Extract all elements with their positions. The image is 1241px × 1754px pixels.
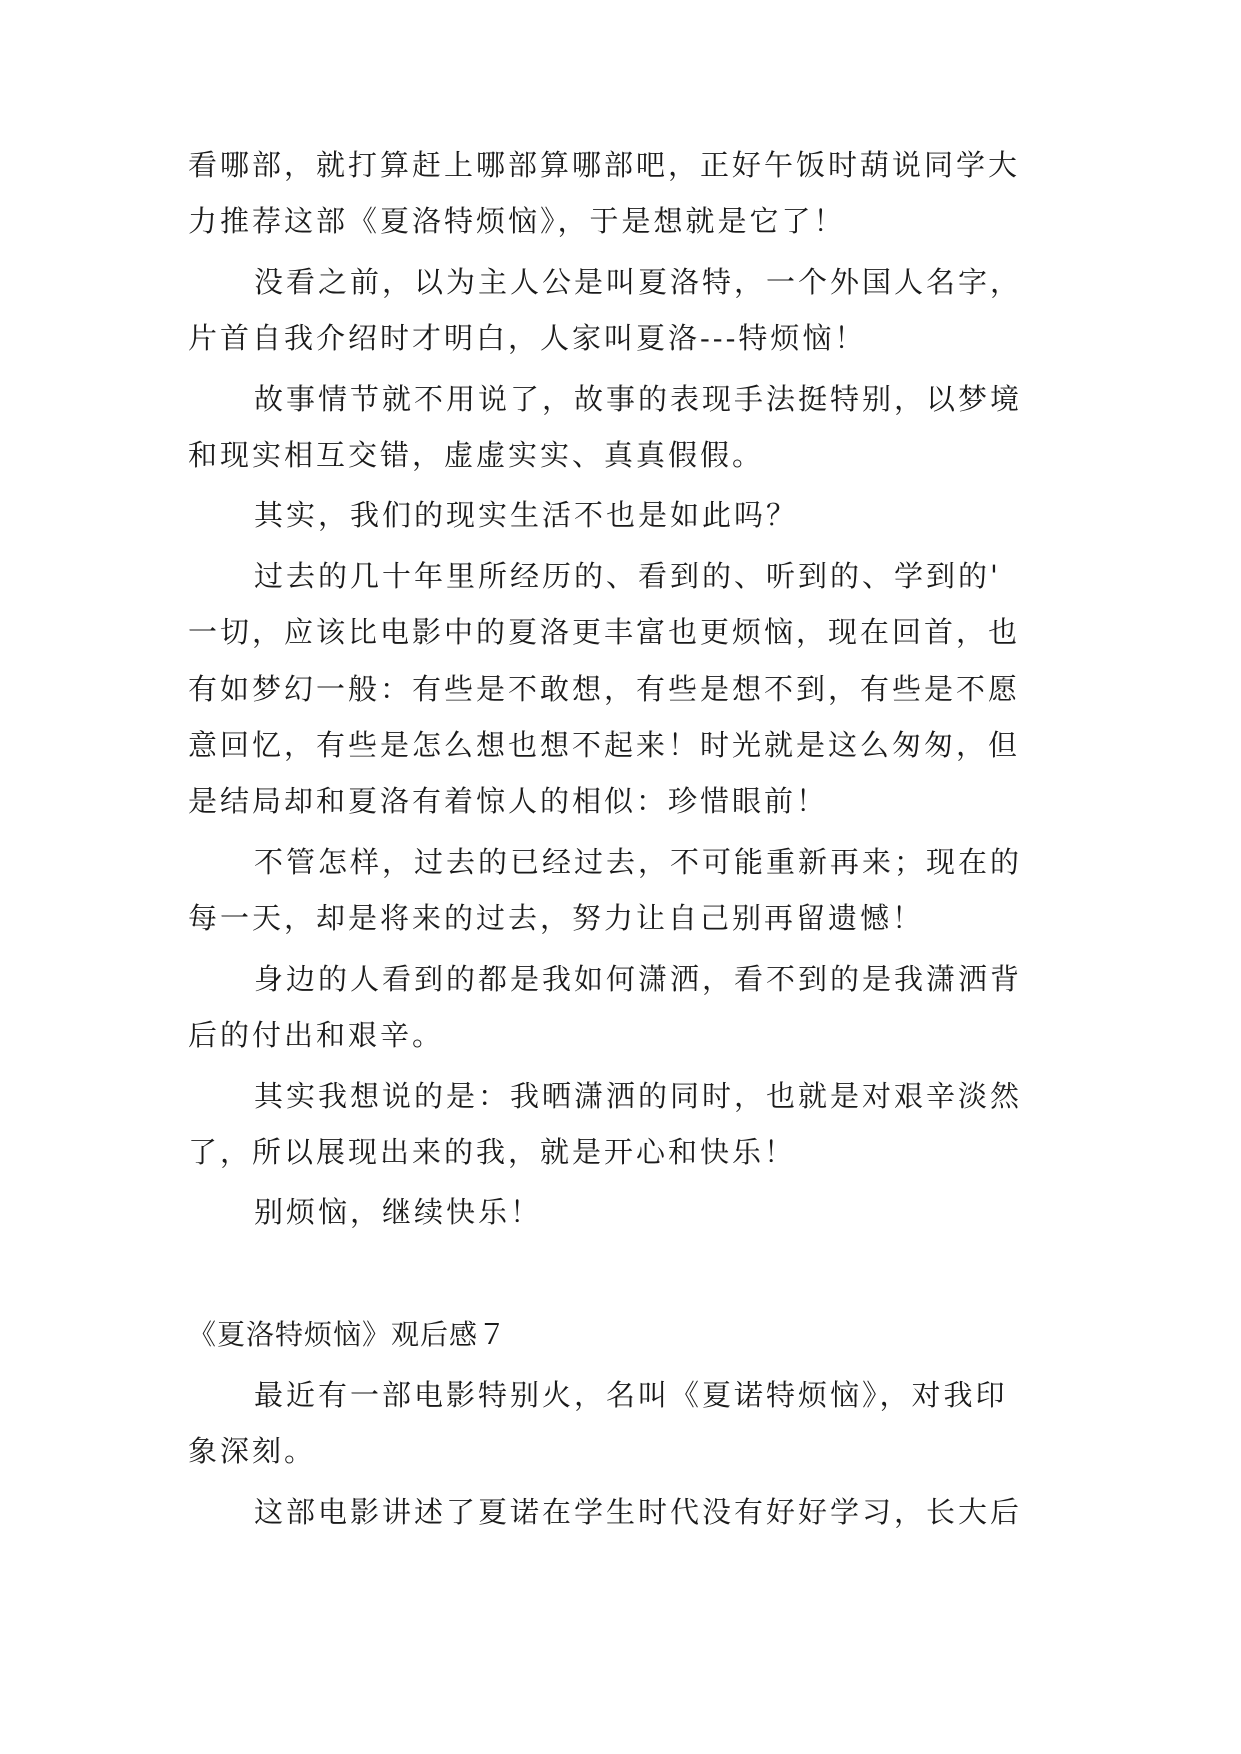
text-line: 片首自我介绍时才明白，人家叫夏洛---特烦恼！: [188, 321, 867, 355]
text-line: 象深刻。: [188, 1434, 317, 1468]
text-line: 别烦恼，继续快乐！: [254, 1195, 543, 1229]
text-line: 这部电影讲述了夏诺在学生时代没有好好学习，长大后: [254, 1495, 1023, 1529]
text-line: 过去的几十年里所经历的、看到的、听到的、学到的': [254, 559, 1001, 593]
section-title: 《夏洛特烦恼》观后感７: [188, 1318, 508, 1351]
text-line: 没看之前，以为主人公是叫夏洛特，一个外国人名字，: [254, 265, 1023, 299]
text-line: 了，所以展现出来的我，就是开心和快乐！: [188, 1135, 797, 1169]
text-line: 是结局却和夏洛有着惊人的相似：珍惜眼前！: [188, 784, 829, 818]
text-line: 故事情节就不用说了，故事的表现手法挺特别，以梦境: [254, 382, 1023, 416]
text-line: 力推荐这部《夏洛特烦恼》，于是想就是它了！: [188, 204, 846, 238]
text-line: 每一天，却是将来的过去，努力让自己别再留遗憾！: [188, 901, 925, 935]
text-line: 看哪部，就打算赶上哪部算哪部吧，正好午饭时葫说同学大: [188, 148, 1021, 182]
text-line: 最近有一部电影特别火，名叫《夏诺特烦恼》，对我印: [254, 1378, 1008, 1412]
text-line: 意回忆，有些是怎么想也想不起来！时光就是这么匆匆，但: [188, 728, 1021, 762]
text-line: 后的付出和艰辛。: [188, 1018, 445, 1052]
text-line: 有如梦幻一般：有些是不敢想，有些是想不到，有些是不愿: [188, 672, 1021, 706]
text-line: 不管怎样，过去的已经过去，不可能重新再来；现在的: [254, 845, 1023, 879]
text-line: 一切，应该比电影中的夏洛更丰富也更烦恼，现在回首，也: [188, 615, 1021, 649]
text-line: 其实我想说的是：我晒潇洒的同时，也就是对艰辛淡然: [254, 1079, 1023, 1113]
text-line: 身边的人看到的都是我如何潇洒，看不到的是我潇洒背: [254, 962, 1023, 996]
text-line: 和现实相互交错，虚虚实实、真真假假。: [188, 438, 765, 472]
text-line: 其实，我们的现实生活不也是如此吗？: [254, 498, 799, 532]
